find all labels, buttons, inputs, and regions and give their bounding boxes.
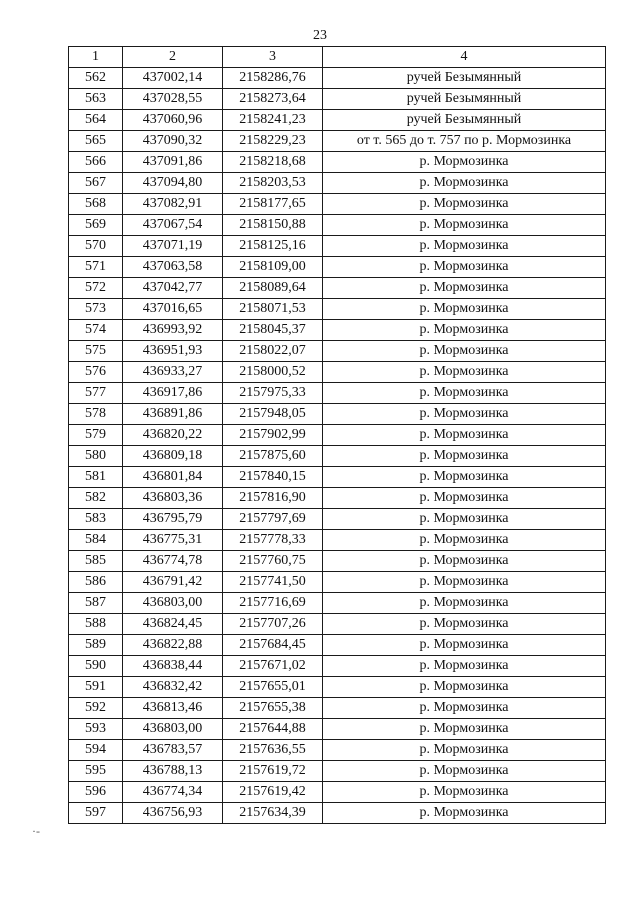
cell-point-number: 579 <box>69 425 123 446</box>
cell-description: ручей Безымянный <box>323 89 606 110</box>
cell-x-coordinate: 437016,65 <box>123 299 223 320</box>
table-row <box>69 89 606 110</box>
cell-y-coordinate: 2157975,33 <box>223 383 323 404</box>
cell-y-coordinate: 2157634,39 <box>223 803 323 824</box>
table-row <box>69 131 606 152</box>
cell-description: р. Мормозинка <box>323 404 606 425</box>
table-row <box>69 425 606 446</box>
cell-point-number: 572 <box>69 278 123 299</box>
cell-description: р. Мормозинка <box>323 152 606 173</box>
cell-y-coordinate: 2158286,76 <box>223 68 323 89</box>
cell-description: р. Мормозинка <box>323 215 606 236</box>
table-row <box>69 383 606 404</box>
table-row <box>69 530 606 551</box>
table-body <box>69 68 606 824</box>
table-row <box>69 404 606 425</box>
cell-x-coordinate: 437071,19 <box>123 236 223 257</box>
table-row <box>69 572 606 593</box>
cell-description: р. Мормозинка <box>323 320 606 341</box>
cell-y-coordinate: 2158229,23 <box>223 131 323 152</box>
cell-description: р. Мормозинка <box>323 257 606 278</box>
cell-description: р. Мормозинка <box>323 572 606 593</box>
cell-x-coordinate: 436951,93 <box>123 341 223 362</box>
cell-x-coordinate: 437067,54 <box>123 215 223 236</box>
cell-description: р. Мормозинка <box>323 341 606 362</box>
cell-y-coordinate: 2157636,55 <box>223 740 323 761</box>
cell-description: р. Мормозинка <box>323 593 606 614</box>
cell-y-coordinate: 2158109,00 <box>223 257 323 278</box>
cell-x-coordinate: 437090,32 <box>123 131 223 152</box>
cell-x-coordinate: 436801,84 <box>123 467 223 488</box>
cell-description: р. Мормозинка <box>323 278 606 299</box>
cell-y-coordinate: 2157778,33 <box>223 530 323 551</box>
cell-x-coordinate: 436891,86 <box>123 404 223 425</box>
table-row <box>69 761 606 782</box>
cell-x-coordinate: 436832,42 <box>123 677 223 698</box>
cell-x-coordinate: 437002,14 <box>123 68 223 89</box>
cell-x-coordinate: 437042,77 <box>123 278 223 299</box>
table-row <box>69 551 606 572</box>
cell-y-coordinate: 2158022,07 <box>223 341 323 362</box>
cell-x-coordinate: 436813,46 <box>123 698 223 719</box>
cell-description: р. Мормозинка <box>323 173 606 194</box>
cell-point-number: 592 <box>69 698 123 719</box>
cell-description: от т. 565 до т. 757 по р. Мормозинка <box>323 131 606 152</box>
cell-description: р. Мормозинка <box>323 551 606 572</box>
cell-y-coordinate: 2158218,68 <box>223 152 323 173</box>
table-row <box>69 341 606 362</box>
cell-y-coordinate: 2157619,72 <box>223 761 323 782</box>
cell-y-coordinate: 2157684,45 <box>223 635 323 656</box>
cell-point-number: 584 <box>69 530 123 551</box>
cell-point-number: 597 <box>69 803 123 824</box>
cell-description: р. Мормозинка <box>323 530 606 551</box>
cell-x-coordinate: 436774,34 <box>123 782 223 803</box>
cell-x-coordinate: 436933,27 <box>123 362 223 383</box>
cell-x-coordinate: 437063,58 <box>123 257 223 278</box>
cell-point-number: 567 <box>69 173 123 194</box>
cell-description: р. Мормозинка <box>323 614 606 635</box>
cell-y-coordinate: 2158203,53 <box>223 173 323 194</box>
cell-point-number: 563 <box>69 89 123 110</box>
cell-point-number: 587 <box>69 593 123 614</box>
cell-description: ручей Безымянный <box>323 110 606 131</box>
cell-point-number: 562 <box>69 68 123 89</box>
cell-description: р. Мормозинка <box>323 677 606 698</box>
cell-description: р. Мормозинка <box>323 761 606 782</box>
cell-description: р. Мормозинка <box>323 425 606 446</box>
cell-point-number: 577 <box>69 383 123 404</box>
cell-x-coordinate: 436788,13 <box>123 761 223 782</box>
cell-point-number: 595 <box>69 761 123 782</box>
cell-point-number: 589 <box>69 635 123 656</box>
cell-x-coordinate: 436822,88 <box>123 635 223 656</box>
cell-point-number: 578 <box>69 404 123 425</box>
cell-y-coordinate: 2157655,38 <box>223 698 323 719</box>
table-row <box>69 803 606 824</box>
cell-y-coordinate: 2158177,65 <box>223 194 323 215</box>
cell-y-coordinate: 2157840,15 <box>223 467 323 488</box>
cell-y-coordinate: 2157741,50 <box>223 572 323 593</box>
table-row <box>69 194 606 215</box>
cell-x-coordinate: 437094,80 <box>123 173 223 194</box>
cell-x-coordinate: 436756,93 <box>123 803 223 824</box>
cell-description: р. Мормозинка <box>323 194 606 215</box>
cell-y-coordinate: 2158045,37 <box>223 320 323 341</box>
cell-description: ручей Безымянный <box>323 68 606 89</box>
column-header-point: 1 <box>69 47 123 68</box>
cell-x-coordinate: 436838,44 <box>123 656 223 677</box>
table-row <box>69 278 606 299</box>
table-row <box>69 698 606 719</box>
cell-point-number: 593 <box>69 719 123 740</box>
cell-point-number: 594 <box>69 740 123 761</box>
cell-point-number: 588 <box>69 614 123 635</box>
cell-description: р. Мормозинка <box>323 635 606 656</box>
cell-description: р. Мормозинка <box>323 698 606 719</box>
cell-point-number: 590 <box>69 656 123 677</box>
cell-y-coordinate: 2158000,52 <box>223 362 323 383</box>
cell-y-coordinate: 2157760,75 <box>223 551 323 572</box>
column-header-x: 2 <box>123 47 223 68</box>
coordinates-table <box>68 46 606 824</box>
cell-description: р. Мормозинка <box>323 446 606 467</box>
cell-x-coordinate: 437028,55 <box>123 89 223 110</box>
cell-point-number: 569 <box>69 215 123 236</box>
column-header-description: 4 <box>323 47 606 68</box>
cell-x-coordinate: 437060,96 <box>123 110 223 131</box>
table-row <box>69 257 606 278</box>
table-row <box>69 509 606 530</box>
cell-x-coordinate: 436803,00 <box>123 719 223 740</box>
cell-point-number: 581 <box>69 467 123 488</box>
table-row <box>69 299 606 320</box>
table-row <box>69 215 606 236</box>
cell-x-coordinate: 436774,78 <box>123 551 223 572</box>
cell-point-number: 576 <box>69 362 123 383</box>
cell-point-number: 586 <box>69 572 123 593</box>
cell-x-coordinate: 437091,86 <box>123 152 223 173</box>
table-row <box>69 362 606 383</box>
cell-x-coordinate: 436783,57 <box>123 740 223 761</box>
cell-description: р. Мормозинка <box>323 656 606 677</box>
cell-y-coordinate: 2157644,88 <box>223 719 323 740</box>
cell-x-coordinate: 436803,36 <box>123 488 223 509</box>
table-row <box>69 719 606 740</box>
cell-y-coordinate: 2157655,01 <box>223 677 323 698</box>
cell-x-coordinate: 436809,18 <box>123 446 223 467</box>
cell-description: р. Мормозинка <box>323 719 606 740</box>
cell-description: р. Мормозинка <box>323 362 606 383</box>
cell-point-number: 566 <box>69 152 123 173</box>
table-row <box>69 740 606 761</box>
cell-description: р. Мормозинка <box>323 236 606 257</box>
cell-x-coordinate: 436795,79 <box>123 509 223 530</box>
cell-description: р. Мормозинка <box>323 299 606 320</box>
cell-y-coordinate: 2157716,69 <box>223 593 323 614</box>
cell-y-coordinate: 2157619,42 <box>223 782 323 803</box>
cell-y-coordinate: 2157948,05 <box>223 404 323 425</box>
scan-mark: ·- <box>32 824 40 838</box>
cell-description: р. Мормозинка <box>323 509 606 530</box>
table-row <box>69 446 606 467</box>
cell-point-number: 583 <box>69 509 123 530</box>
cell-y-coordinate: 2158089,64 <box>223 278 323 299</box>
table-row <box>69 614 606 635</box>
cell-y-coordinate: 2158150,88 <box>223 215 323 236</box>
table-row <box>69 173 606 194</box>
cell-y-coordinate: 2158241,23 <box>223 110 323 131</box>
cell-y-coordinate: 2158071,53 <box>223 299 323 320</box>
table-row <box>69 782 606 803</box>
cell-description: р. Мормозинка <box>323 467 606 488</box>
cell-description: р. Мормозинка <box>323 803 606 824</box>
cell-description: р. Мормозинка <box>323 383 606 404</box>
cell-y-coordinate: 2157816,90 <box>223 488 323 509</box>
cell-point-number: 575 <box>69 341 123 362</box>
cell-description: р. Мормозинка <box>323 782 606 803</box>
page-number: 23 <box>313 28 327 43</box>
table-row <box>69 593 606 614</box>
cell-y-coordinate: 2157797,69 <box>223 509 323 530</box>
cell-point-number: 574 <box>69 320 123 341</box>
cell-x-coordinate: 436820,22 <box>123 425 223 446</box>
cell-point-number: 570 <box>69 236 123 257</box>
cell-point-number: 565 <box>69 131 123 152</box>
cell-description: р. Мормозинка <box>323 740 606 761</box>
table-row <box>69 152 606 173</box>
cell-y-coordinate: 2158125,16 <box>223 236 323 257</box>
cell-x-coordinate: 436803,00 <box>123 593 223 614</box>
cell-x-coordinate: 436791,42 <box>123 572 223 593</box>
cell-y-coordinate: 2157875,60 <box>223 446 323 467</box>
cell-point-number: 564 <box>69 110 123 131</box>
cell-x-coordinate: 437082,91 <box>123 194 223 215</box>
table-row <box>69 236 606 257</box>
cell-point-number: 596 <box>69 782 123 803</box>
table-row <box>69 110 606 131</box>
cell-point-number: 571 <box>69 257 123 278</box>
cell-x-coordinate: 436824,45 <box>123 614 223 635</box>
column-header-y: 3 <box>223 47 323 68</box>
cell-point-number: 585 <box>69 551 123 572</box>
table-row <box>69 320 606 341</box>
table-row <box>69 467 606 488</box>
cell-y-coordinate: 2158273,64 <box>223 89 323 110</box>
cell-x-coordinate: 436993,92 <box>123 320 223 341</box>
cell-y-coordinate: 2157902,99 <box>223 425 323 446</box>
cell-point-number: 582 <box>69 488 123 509</box>
table-row <box>69 68 606 89</box>
cell-x-coordinate: 436917,86 <box>123 383 223 404</box>
table-row <box>69 488 606 509</box>
table-header-row <box>69 47 606 68</box>
cell-point-number: 591 <box>69 677 123 698</box>
cell-point-number: 573 <box>69 299 123 320</box>
cell-point-number: 568 <box>69 194 123 215</box>
cell-x-coordinate: 436775,31 <box>123 530 223 551</box>
table-row <box>69 677 606 698</box>
cell-y-coordinate: 2157671,02 <box>223 656 323 677</box>
table-row <box>69 635 606 656</box>
cell-point-number: 580 <box>69 446 123 467</box>
cell-y-coordinate: 2157707,26 <box>223 614 323 635</box>
table-row <box>69 656 606 677</box>
cell-description: р. Мормозинка <box>323 488 606 509</box>
